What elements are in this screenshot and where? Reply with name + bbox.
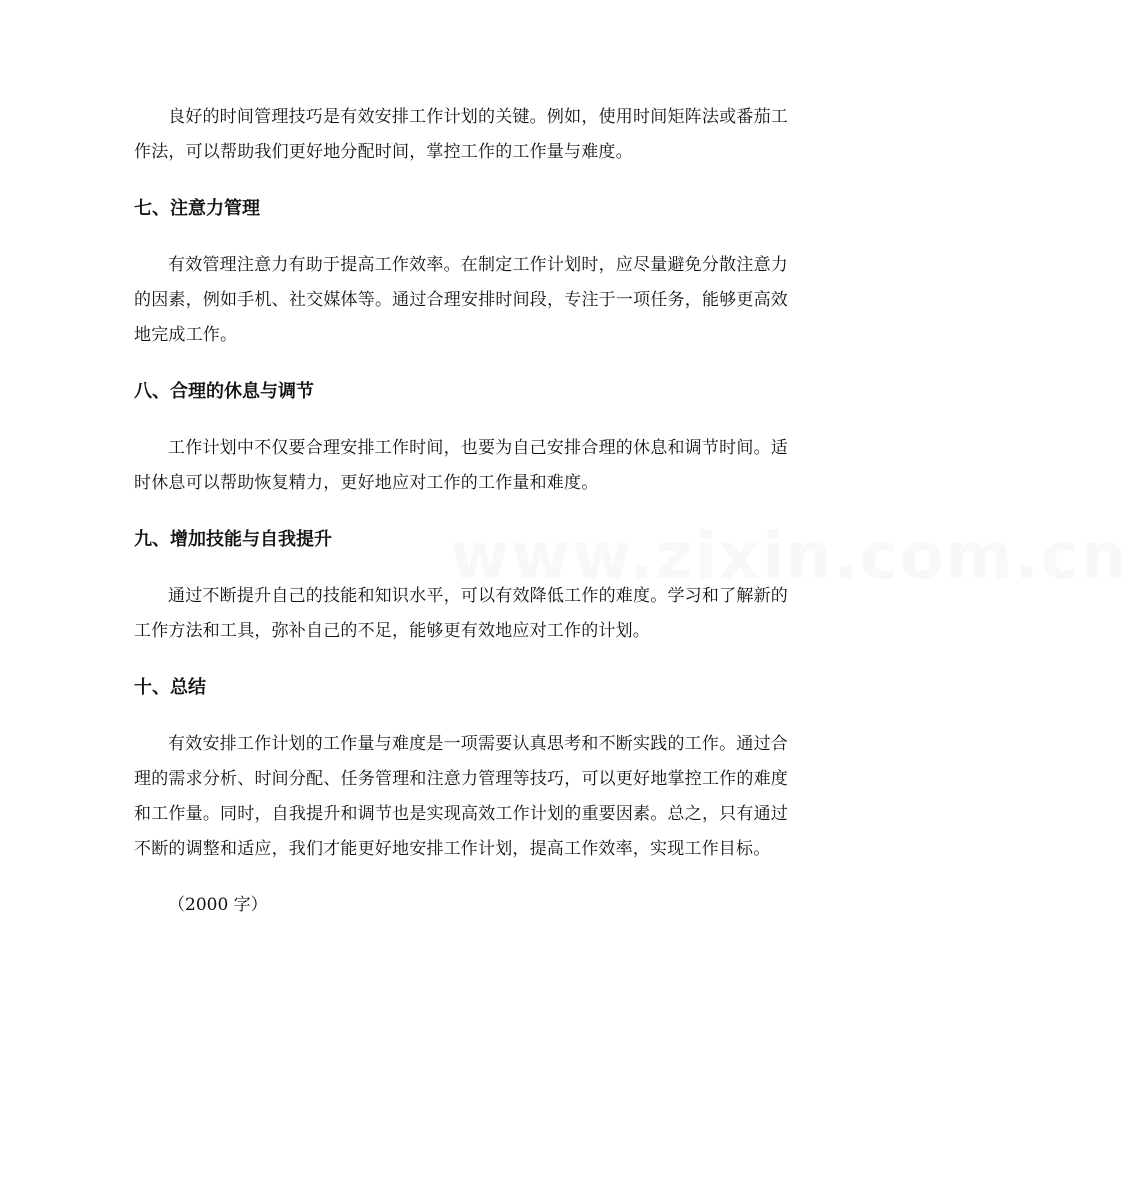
document-body <box>134 100 788 923</box>
paragraph-skill-improvement: 通过不断提升自己的技能和知识水平，可以有效降低工作的难度。学习和了解新的工作方法和工具，弥补自己的不足，能够更有效地应对工作的计划。 <box>134 586 788 641</box>
spacer <box>134 501 788 522</box>
word-count-note: （2000 字） <box>168 895 268 915</box>
spacer <box>134 557 788 579</box>
spacer <box>134 170 788 191</box>
spacer <box>134 649 788 670</box>
watermark-logo: www.zixin.com.cn <box>450 520 1128 594</box>
paragraph-time-management: 良好的时间管理技巧是有效安排工作计划的关键。例如，使用时间矩阵法或番茄工作法，可以帮助我们更好地分配时间，掌控工作的工作量与难度。 <box>134 107 788 162</box>
spacer <box>134 353 788 374</box>
paragraph-summary: 有效安排工作计划的工作量与难度是一项需要认真思考和不断实践的工作。通过合理的需求分析、时间分配、任务管理和注意力管理等技巧，可以更好地掌控工作的难度和工作量。同时，自我提升和调节也是实现高效工作计划的重要因素。总之，只有通过不断的调整和适应，我们才能更好地安排工作计划，提高工作效率，实现工作目标。 <box>134 734 788 859</box>
spacer <box>134 226 788 248</box>
section-heading-9: 九、增加技能与自我提升 <box>134 529 332 550</box>
section-heading-8: 八、合理的休息与调节 <box>134 381 314 402</box>
paragraph-attention-management: 有效管理注意力有助于提高工作效率。在制定工作计划时，应尽量避免分散注意力的因素，例如手机、社交媒体等。通过合理安排时间段，专注于一项任务，能够更高效地完成工作。 <box>134 255 788 345</box>
spacer <box>134 867 788 888</box>
section-heading-7: 七、注意力管理 <box>134 198 260 219</box>
section-heading-10: 十、总结 <box>134 677 206 698</box>
paragraph-rest-adjustment: 工作计划中不仅要合理安排工作时间，也要为自己安排合理的休息和调节时间。适时休息可以帮助恢复精力，更好地应对工作的工作量和难度。 <box>134 438 788 493</box>
spacer <box>134 409 788 431</box>
spacer <box>134 705 788 727</box>
